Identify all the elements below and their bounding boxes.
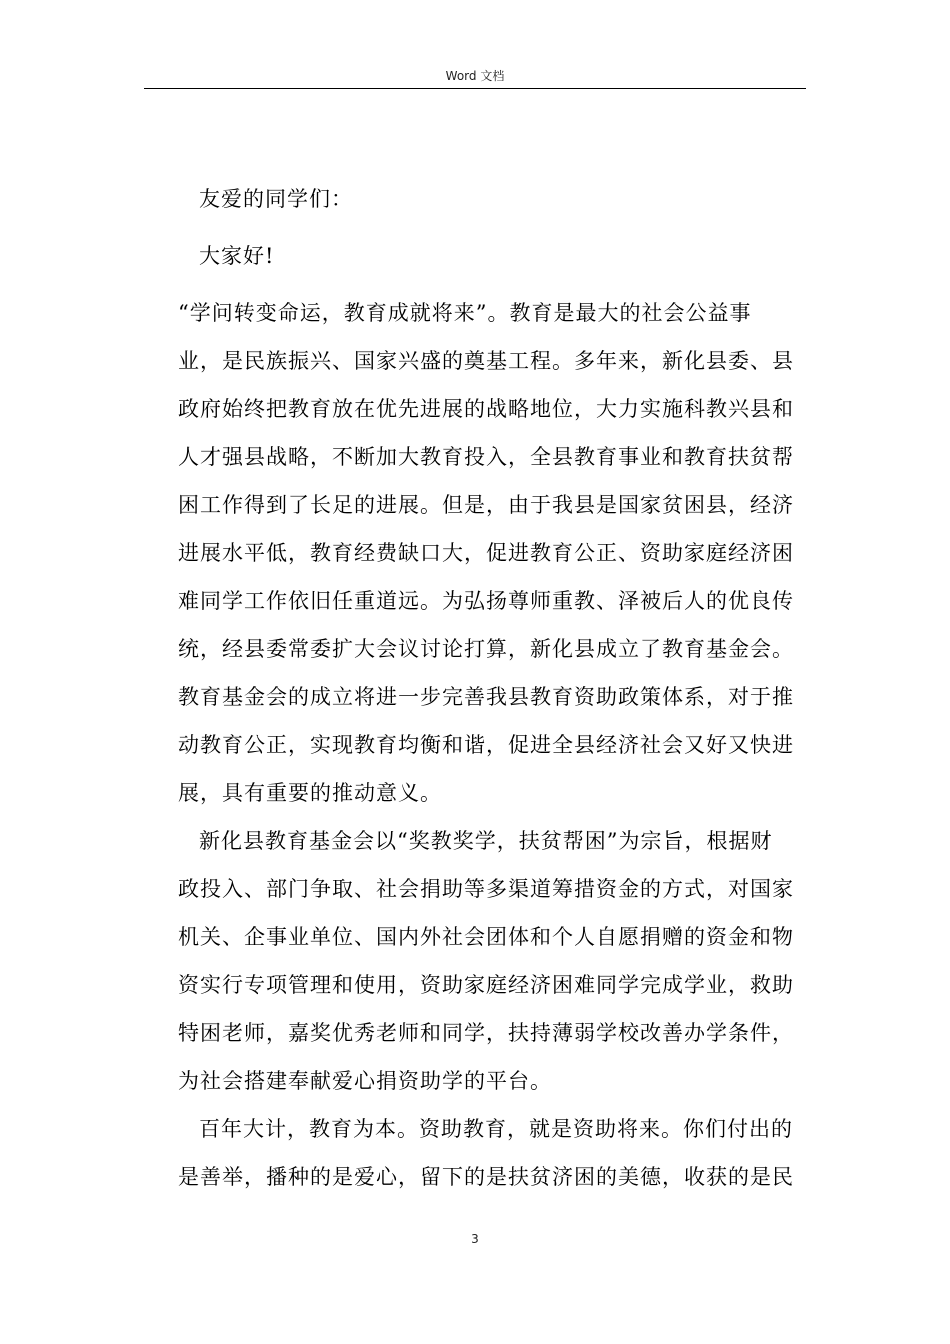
salutation-line: 友爱的同学们：	[199, 187, 353, 211]
document-body	[178, 180, 806, 1196]
paragraph-2-line-5: 特困老师，嘉奖优秀老师和同学，扶持薄弱学校改善办学条件，	[178, 1021, 794, 1045]
paragraph-1-line-2: 业，是民族振兴、国家兴盛的奠基工程。多年来，新化县委、县	[178, 349, 794, 373]
header-rule	[144, 88, 806, 89]
paragraph-2-line-3: 机关、企事业单位、国内外社会团体和个人自愿捐赠的资金和物	[178, 925, 794, 949]
paragraph-1-line-3: 政府始终把教育放在优先进展的战略地位，大力实施科教兴县和	[178, 397, 794, 421]
paragraph-2-line-4: 资实行专项管理和使用，资助家庭经济困难同学完成学业，救助	[178, 973, 794, 997]
paragraph-1-line-10: 动教育公正，实现教育均衡和谐，促进全县经济社会又好又快进	[178, 733, 794, 757]
paragraph-1-line-8: 统，经县委常委扩大会议讨论打算，新化县成立了教育基金会。	[178, 637, 794, 661]
paragraph-3-line-2: 是善举，播种的是爱心，留下的是扶贫济困的美德，收获的是民	[178, 1165, 794, 1189]
paragraph-1-line-7: 难同学工作依旧任重道远。为弘扬尊师重教、泽被后人的优良传	[178, 589, 794, 613]
paragraph-3-line-1: 百年大计，教育为本。资助教育，就是资助将来。你们付出的	[199, 1117, 793, 1141]
paragraph-1-line-4: 人才强县战略，不断加大教育投入，全县教育事业和教育扶贫帮	[178, 445, 794, 469]
paragraph-2-line-6: 为社会搭建奉献爱心捐资助学的平台。	[178, 1069, 552, 1093]
paragraph-2-line-2: 政投入、部门争取、社会捐助等多渠道筹措资金的方式，对国家	[178, 877, 794, 901]
paragraph-1-line-9: 教育基金会的成立将进一步完善我县教育资助政策体系，对于推	[178, 685, 794, 709]
paragraph-1-line-5: 困工作得到了长足的进展。但是，由于我县是国家贫困县，经济	[178, 493, 794, 517]
greeting-line: 大家好!	[199, 244, 275, 268]
paragraph-1-line-6: 进展水平低，教育经费缺口大，促进教育公正、资助家庭经济困	[178, 541, 794, 565]
page-header: Word 文档	[445, 69, 505, 83]
paragraph-2-line-1: 新化县教育基金会以“奖教奖学，扶贫帮困”为宗旨，根据财	[199, 829, 773, 853]
paragraph-1-line-11: 展，具有重要的推动意义。	[178, 781, 442, 805]
paragraph-1-line-1: “学问转变命运，教育成就将来”。教育是最大的社会公益事	[178, 301, 752, 325]
page-number: 3	[471, 1232, 479, 1246]
